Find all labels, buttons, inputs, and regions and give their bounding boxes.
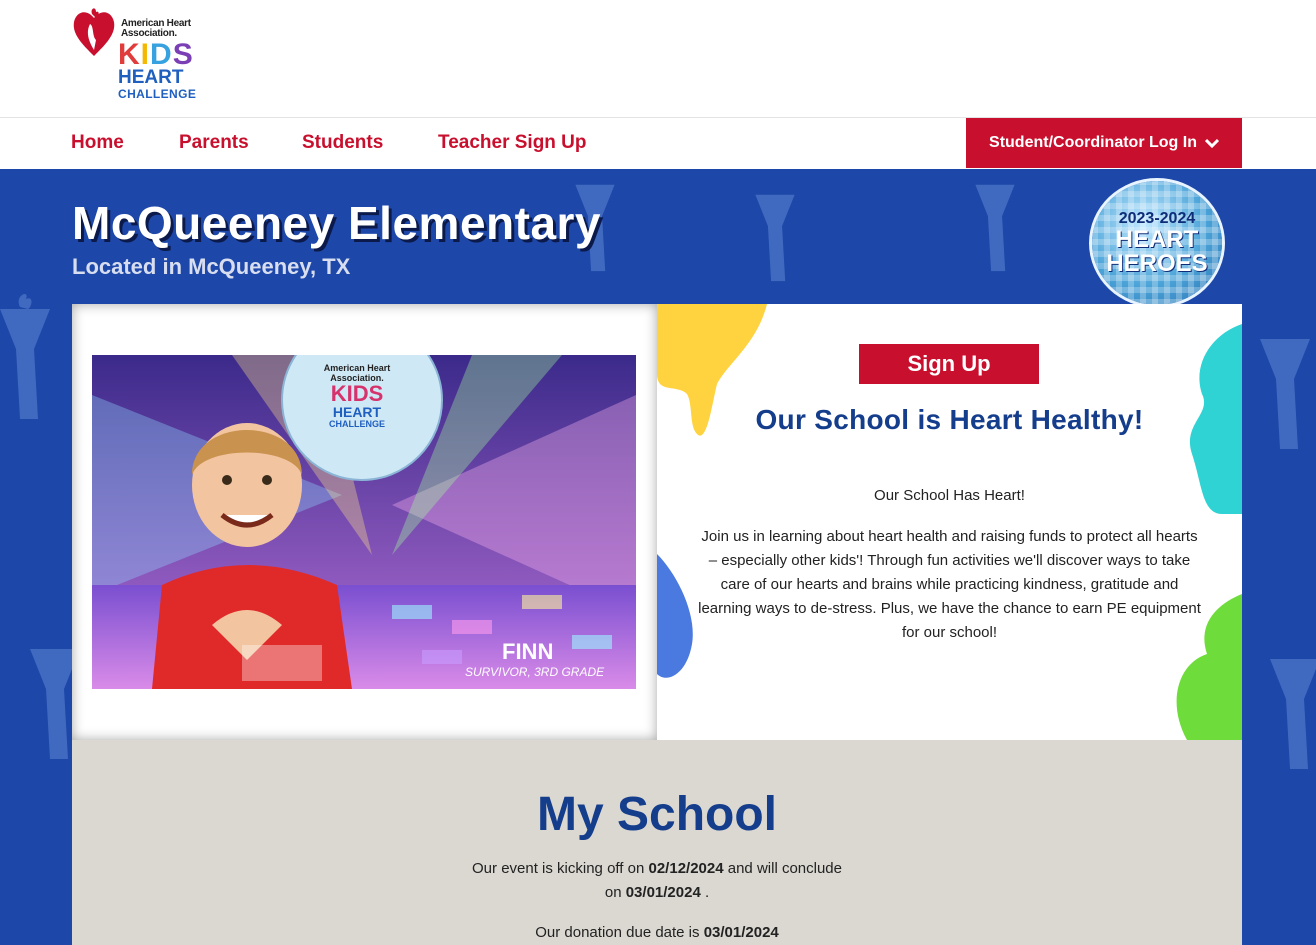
- student-name: FINN: [502, 639, 554, 664]
- nav-parents[interactable]: Parents: [179, 132, 249, 153]
- blue-paint-splash-icon: [657, 554, 702, 684]
- nav-students[interactable]: Students: [302, 132, 384, 153]
- donation-due-text: [72, 921, 1242, 945]
- logo-challenge-text: CHALLENGE: [118, 87, 197, 101]
- header: [0, 0, 1316, 118]
- info-panel: [657, 304, 1242, 740]
- donation-due-date: 03/01/2024: [703, 924, 779, 941]
- nav-teacher-sign-up[interactable]: Teacher Sign Up: [438, 132, 587, 153]
- school-location: Located in McQueeney, TX: [72, 254, 351, 279]
- hero-section: [0, 169, 1316, 945]
- torch-decoration-icon: [1260, 639, 1316, 779]
- school-name: McQueeney Elementary: [72, 197, 602, 249]
- photo-logo-kids: KIDS: [330, 381, 384, 406]
- event-middle: and will conclude on: [604, 860, 842, 901]
- photo-logo-challenge: CHALLENGE: [329, 419, 385, 429]
- logo-heart-text: HEART: [118, 67, 184, 88]
- kids-heart-challenge-logo[interactable]: [72, 6, 212, 104]
- sign-up-button[interactable]: Sign Up: [859, 344, 1039, 384]
- event-prefix: Our event is kicking off on: [472, 860, 649, 877]
- my-school-section: [72, 740, 1242, 945]
- chevron-down-icon: [1205, 138, 1219, 148]
- student-hero-photo: [92, 355, 636, 689]
- torch-decoration-icon: [740, 179, 810, 289]
- donation-prefix: Our donation due date is: [535, 924, 704, 941]
- heart-torch-icon: [72, 6, 116, 58]
- photo-logo-heart: HEART: [332, 404, 382, 420]
- event-dates-text: [472, 857, 842, 905]
- event-end-date: 03/01/2024: [625, 884, 701, 901]
- torch-decoration-icon: [0, 289, 60, 429]
- photo-panel: [72, 304, 657, 740]
- photo-logo-line1: American Heart: [323, 363, 391, 373]
- student-caption: SURVIVOR, 3RD GRADE: [465, 665, 605, 679]
- aha-org-name: American Heart Association.: [121, 18, 191, 39]
- heart-healthy-heading: Our School is Heart Healthy!: [755, 404, 1144, 435]
- has-heart-subheading: Our School Has Heart!: [874, 487, 1025, 504]
- logo-kids-text: KIDS: [118, 38, 194, 71]
- badge-line2: HEROES: [1106, 250, 1208, 277]
- badge-line1: HEART: [1115, 226, 1199, 253]
- photo-logo: [292, 363, 422, 429]
- my-school-heading: My School: [536, 788, 778, 841]
- photo-logo-line2: Association.: [330, 373, 384, 383]
- login-label: Student/Coordinator Log In: [989, 134, 1197, 151]
- login-dropdown-button[interactable]: [966, 118, 1242, 168]
- torch-decoration-icon: [1250, 319, 1316, 459]
- heart-heroes-badge: [1092, 181, 1222, 305]
- program-description: Join us in learning about heart health and raising funds to protect all hearts – especially other kids'! Through fun activities we'll discover ways to take care of our hearts and brains while practicing kindness, gratitude and learning ways to de-stress. Plus, we have the chance to earn PE equipment for our school!: [698, 528, 1201, 641]
- torch-decoration-icon: [960, 169, 1030, 279]
- event-suffix: .: [700, 884, 710, 901]
- badge-year: 2023-2024: [1118, 210, 1196, 227]
- nav-home[interactable]: Home: [71, 132, 124, 153]
- event-start-date: 02/12/2024: [648, 860, 724, 877]
